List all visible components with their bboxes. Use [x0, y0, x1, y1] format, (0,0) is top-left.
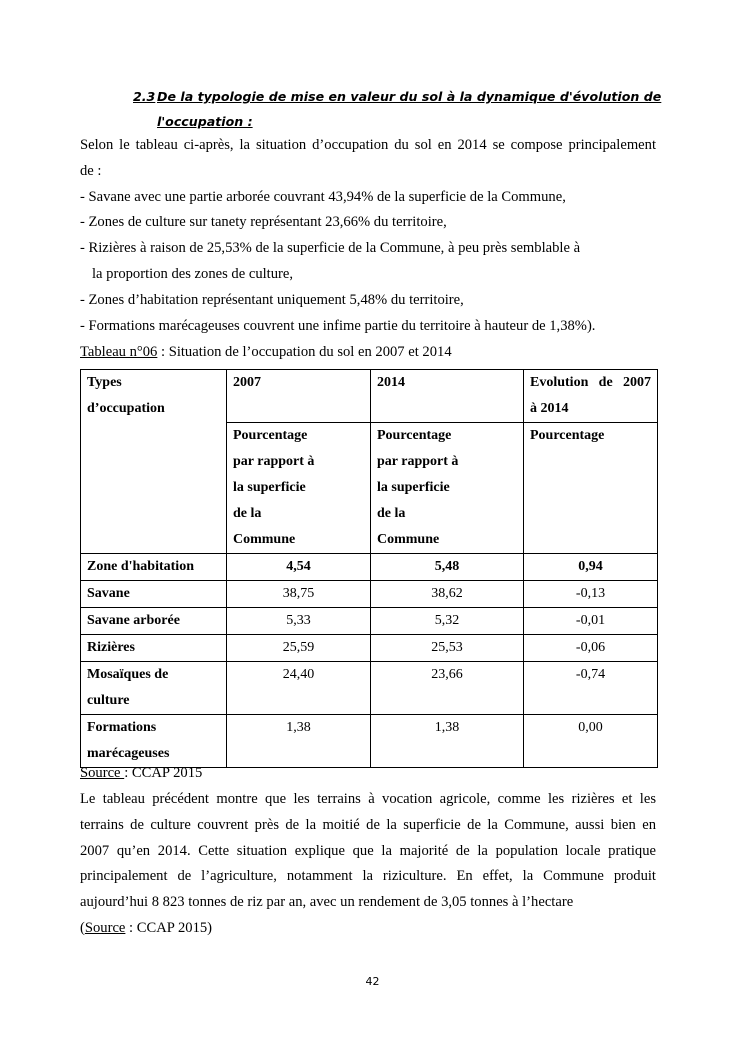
table-header-row	[81, 370, 658, 423]
cell-2007: 4,54	[227, 554, 371, 581]
table-row	[81, 715, 658, 768]
section-title-line-2: l'occupation :	[157, 114, 253, 129]
table-caption-label: Tableau n°06	[80, 344, 158, 360]
subheader-2014-percentage: Pourcentage par rapport à la superficie de la Commune	[371, 423, 524, 554]
conclusion-line-5: aujourd’hui 8 823 tonnes de riz par an, avec un rendement de 3,05 tonnes à l’hectare	[80, 894, 574, 910]
cell-2007: 5,33	[227, 608, 371, 635]
conclusion-line-4: principalement de l’agriculture, notamment la riziculture. En effet, la Commune produit	[80, 868, 656, 884]
cell-2007: 25,59	[227, 635, 371, 662]
page-number: 42	[365, 975, 380, 988]
bullet-rizieres: - Rizières à raison de 25,53% de la superficie de la Commune, à peu près semblable à	[80, 240, 581, 256]
header-types: Types d’occupation	[81, 370, 227, 554]
cell-2007: 1,38	[227, 715, 371, 768]
header-evolution: Evolution de 2007 à 2014	[524, 370, 658, 423]
row-label: Rizières	[81, 635, 227, 662]
subheader-evolution-percentage: Pourcentage	[524, 423, 658, 554]
table-caption-text: : Situation de l’occupation du sol en 2007 et 2014	[157, 344, 452, 360]
occupation-table	[80, 369, 658, 768]
bullet-habitation: - Zones d’habitation représentant uniquement 5,48% du territoire,	[80, 292, 464, 308]
row-label: Savane	[81, 581, 227, 608]
source-label: Source	[80, 765, 125, 781]
table-row	[81, 554, 658, 581]
cell-evolution: -0,01	[524, 608, 658, 635]
cell-evolution: -0,13	[524, 581, 658, 608]
table-source	[80, 764, 202, 782]
table-caption	[80, 343, 452, 361]
conclusion-line-2: terrains de culture couvrent près de la moitié de la superficie de la Commune, aussi bien en	[80, 817, 656, 833]
bullet-rizieres-cont: la proportion des zones de culture,	[92, 266, 294, 282]
row-label: Zone d'habitation	[81, 554, 227, 581]
cell-evolution: -0,74	[524, 662, 658, 715]
intro-line-2: de :	[80, 163, 102, 179]
subheader-2007-percentage: Pourcentage par rapport à la superficie de la Commune	[227, 423, 371, 554]
final-source: (Source : CCAP 2015)	[80, 920, 213, 936]
row-label: Formations marécageuses	[81, 715, 227, 768]
final-source-label: Source	[84, 920, 126, 936]
source-text: : CCAP 2015	[124, 765, 203, 781]
cell-2014: 5,48	[371, 554, 524, 581]
table-row	[81, 662, 658, 715]
cell-evolution: 0,94	[524, 554, 658, 581]
cell-2014: 5,32	[371, 608, 524, 635]
row-label: Savane arborée	[81, 608, 227, 635]
cell-2014: 38,62	[371, 581, 524, 608]
bullet-marecages: - Formations marécageuses couvrent une infime partie du territoire à hauteur de 1,38%).	[80, 318, 596, 334]
row-label: Mosaïques de culture	[81, 662, 227, 715]
bullet-cultures: - Zones de culture sur tanety représentant 23,66% du territoire,	[80, 214, 447, 230]
cell-evolution: 0,00	[524, 715, 658, 768]
conclusion-line-1: Le tableau précédent montre que les terrains à vocation agricole, comme les rizières et les	[80, 791, 656, 807]
cell-2007: 24,40	[227, 662, 371, 715]
section-number: 2.3	[133, 89, 156, 104]
header-2007: 2007	[227, 370, 371, 423]
table-row	[81, 635, 658, 662]
header-2014: 2014	[371, 370, 524, 423]
section-title-line-1: De la typologie de mise en valeur du sol à la dynamique d'évolution de	[157, 89, 662, 104]
cell-evolution: -0,06	[524, 635, 658, 662]
cell-2014: 23,66	[371, 662, 524, 715]
cell-2014: 25,53	[371, 635, 524, 662]
cell-2014: 1,38	[371, 715, 524, 768]
bullet-savane: - Savane avec une partie arborée couvrant 43,94% de la superficie de la Commune,	[80, 189, 566, 205]
intro-line-1: Selon le tableau ci-après, la situation d’occupation du sol en 2014 se compose principalement	[80, 137, 656, 153]
cell-2007: 38,75	[227, 581, 371, 608]
conclusion-line-3: 2007 qu’en 2014. Cette situation explique que la majorité de la population locale pratique	[80, 843, 656, 859]
table-row	[81, 581, 658, 608]
table-row	[81, 608, 658, 635]
